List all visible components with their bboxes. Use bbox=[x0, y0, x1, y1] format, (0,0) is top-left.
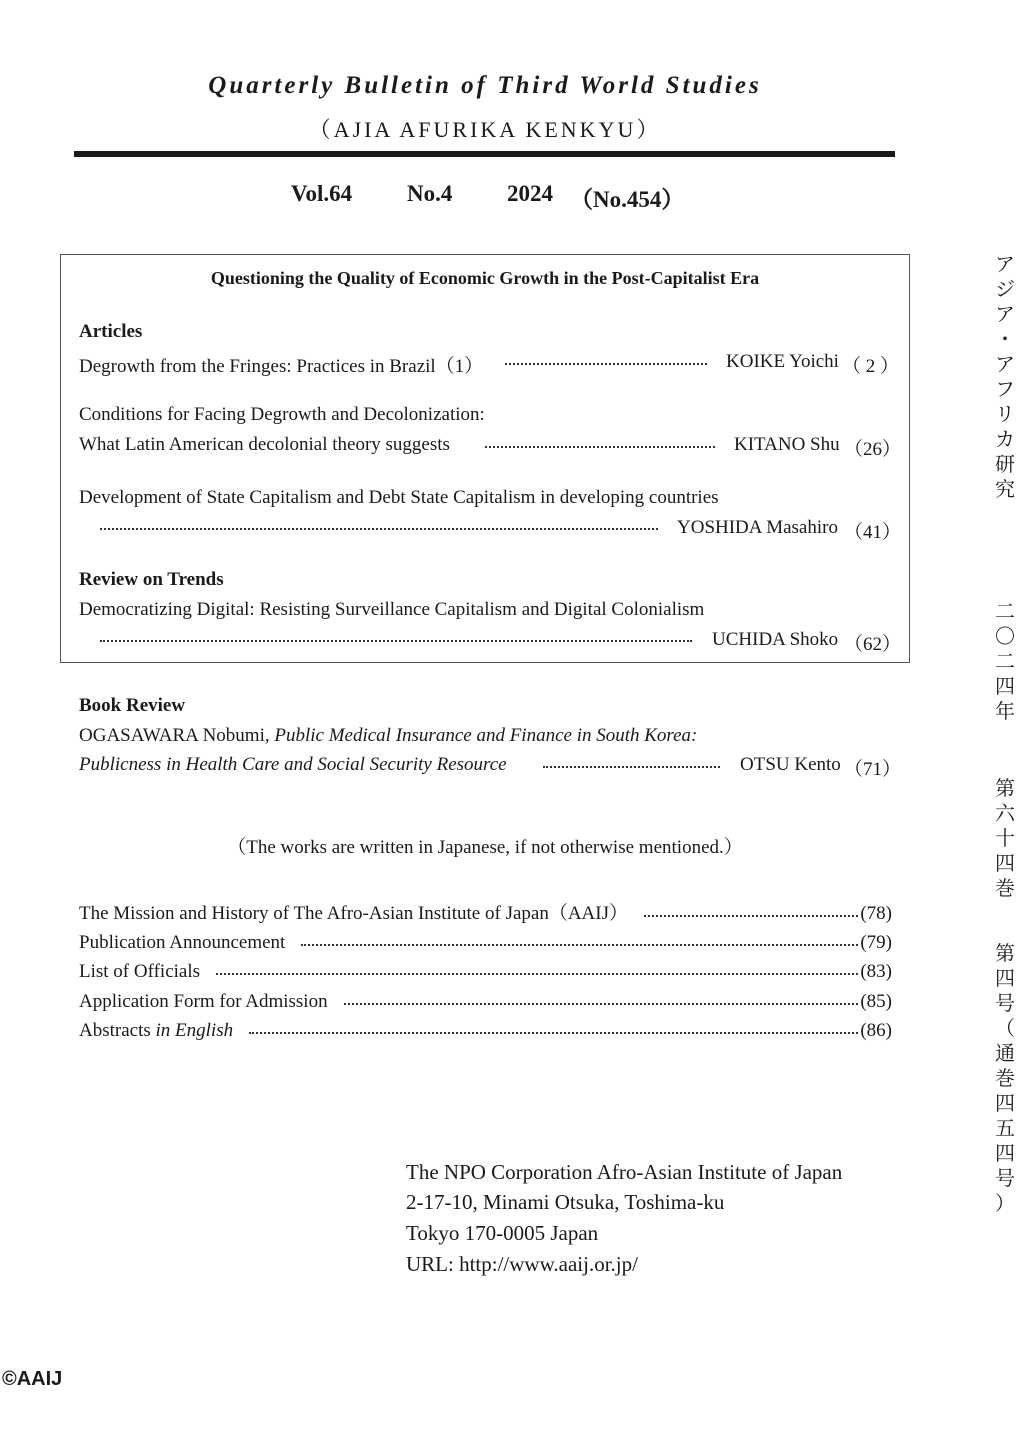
toc-label: Application Form for Admission bbox=[79, 991, 328, 1012]
publisher-url: URL: http://www.aaij.or.jp/ bbox=[406, 1252, 638, 1276]
article-3-page: （41） bbox=[844, 522, 902, 543]
issue-number: No.4 bbox=[407, 181, 453, 206]
spine-issue: 第 四 号 （ 通 巻 四 五 四 号 ） bbox=[995, 943, 1015, 1215]
toc-label-plain: Abstracts bbox=[79, 1020, 151, 1041]
leader-dots bbox=[100, 528, 658, 530]
book-review-page: （71） bbox=[844, 759, 902, 780]
articles-heading: Articles bbox=[79, 321, 143, 342]
book-review-author: OGASAWARA Nobumi, bbox=[79, 725, 270, 746]
toc-label-italic: in English bbox=[150, 1020, 234, 1041]
spine-year: 二 〇 二 四 年 bbox=[995, 601, 1015, 723]
journal-title: Quarterly Bulletin of Third World Studies bbox=[208, 72, 762, 99]
toc-label: The Mission and History of The Afro-Asian Institute of Japan（AAIJ） bbox=[79, 903, 628, 924]
review-on-trends-heading: Review on Trends bbox=[79, 569, 224, 590]
issue-volume: Vol.64 bbox=[291, 181, 353, 206]
leader-dots bbox=[344, 1003, 859, 1005]
toc-label: List of Officials bbox=[79, 961, 201, 982]
toc-label: Publication Announcement bbox=[79, 932, 286, 953]
article-2-author: KITANO Shu bbox=[734, 434, 840, 455]
issue-serial: （No.454） bbox=[570, 187, 685, 212]
toc-page: (85) bbox=[860, 991, 892, 1012]
article-1-title: Degrowth from the Fringes: Practices in Brazil（1） bbox=[79, 356, 484, 377]
leader-dots bbox=[249, 1032, 858, 1034]
toc-row-abstracts bbox=[79, 1016, 892, 1042]
leader-dots bbox=[543, 766, 720, 768]
toc-row-application bbox=[79, 987, 892, 1013]
book-review-title-line1: Public Medical Insurance and Finance in South Korea: bbox=[274, 725, 698, 746]
language-note: （The works are written in Japanese, if not otherwise mentioned.） bbox=[227, 837, 743, 858]
review-on-trends-page: （62） bbox=[844, 634, 902, 655]
book-review-heading: Book Review bbox=[79, 695, 186, 716]
spine-volume: 第 六 十 四 巻 bbox=[995, 778, 1015, 900]
review-on-trends-title: Democratizing Digital: Resisting Surveillance Capitalism and Digital Colonialism bbox=[79, 599, 705, 620]
article-3-author: YOSHIDA Masahiro bbox=[677, 517, 838, 538]
journal-subtitle: （AJIA AFURIKA KENKYU） bbox=[308, 117, 662, 142]
article-2-title-line1: Conditions for Facing Degrowth and Decolonization: bbox=[79, 404, 485, 425]
leader-dots bbox=[505, 363, 707, 365]
toc-page: (86) bbox=[860, 1020, 892, 1041]
leader-dots bbox=[216, 973, 858, 975]
toc-row-officials bbox=[79, 957, 892, 983]
header-rule bbox=[74, 151, 895, 157]
copyright: ©AAIJ bbox=[2, 1368, 63, 1390]
book-review-reviewer: OTSU Kento bbox=[740, 754, 841, 775]
article-3-title: Development of State Capitalism and Debt State Capitalism in developing countries bbox=[79, 487, 719, 508]
publisher-address-1: 2-17-10, Minami Otsuka, Toshima-ku bbox=[406, 1190, 725, 1214]
article-1-page: （ 2 ） bbox=[842, 356, 900, 377]
review-on-trends-author: UCHIDA Shoko bbox=[712, 629, 839, 650]
publisher-name: The NPO Corporation Afro-Asian Institute of Japan bbox=[406, 1160, 843, 1184]
book-review-line1 bbox=[79, 725, 697, 747]
article-2-title-line2: What Latin American decolonial theory suggests bbox=[79, 434, 450, 455]
special-theme-title: Questioning the Quality of Economic Growth in the Post-Capitalist Era bbox=[210, 268, 760, 288]
article-2-page: （26） bbox=[844, 439, 902, 460]
toc-row-publication bbox=[79, 928, 892, 954]
toc-label bbox=[79, 1020, 233, 1042]
spine-title: ア ジ ア ・ ア フ リ カ 研 究 bbox=[995, 254, 1015, 501]
issue-year: 2024 bbox=[507, 181, 553, 206]
leader-dots bbox=[485, 446, 715, 448]
leader-dots bbox=[301, 944, 858, 946]
book-review-title-line2: Publicness in Health Care and Social Security Resource bbox=[79, 754, 507, 775]
leader-dots bbox=[644, 915, 858, 917]
toc-page: (79) bbox=[860, 932, 892, 953]
toc-row-mission bbox=[79, 899, 892, 925]
toc-page: (83) bbox=[860, 961, 892, 982]
book-review-line2 bbox=[79, 754, 507, 776]
leader-dots bbox=[100, 640, 692, 642]
toc-page: (78) bbox=[860, 903, 892, 924]
article-1-author: KOIKE Yoichi bbox=[726, 351, 839, 372]
publisher-address-2: Tokyo 170-0005 Japan bbox=[406, 1221, 599, 1245]
